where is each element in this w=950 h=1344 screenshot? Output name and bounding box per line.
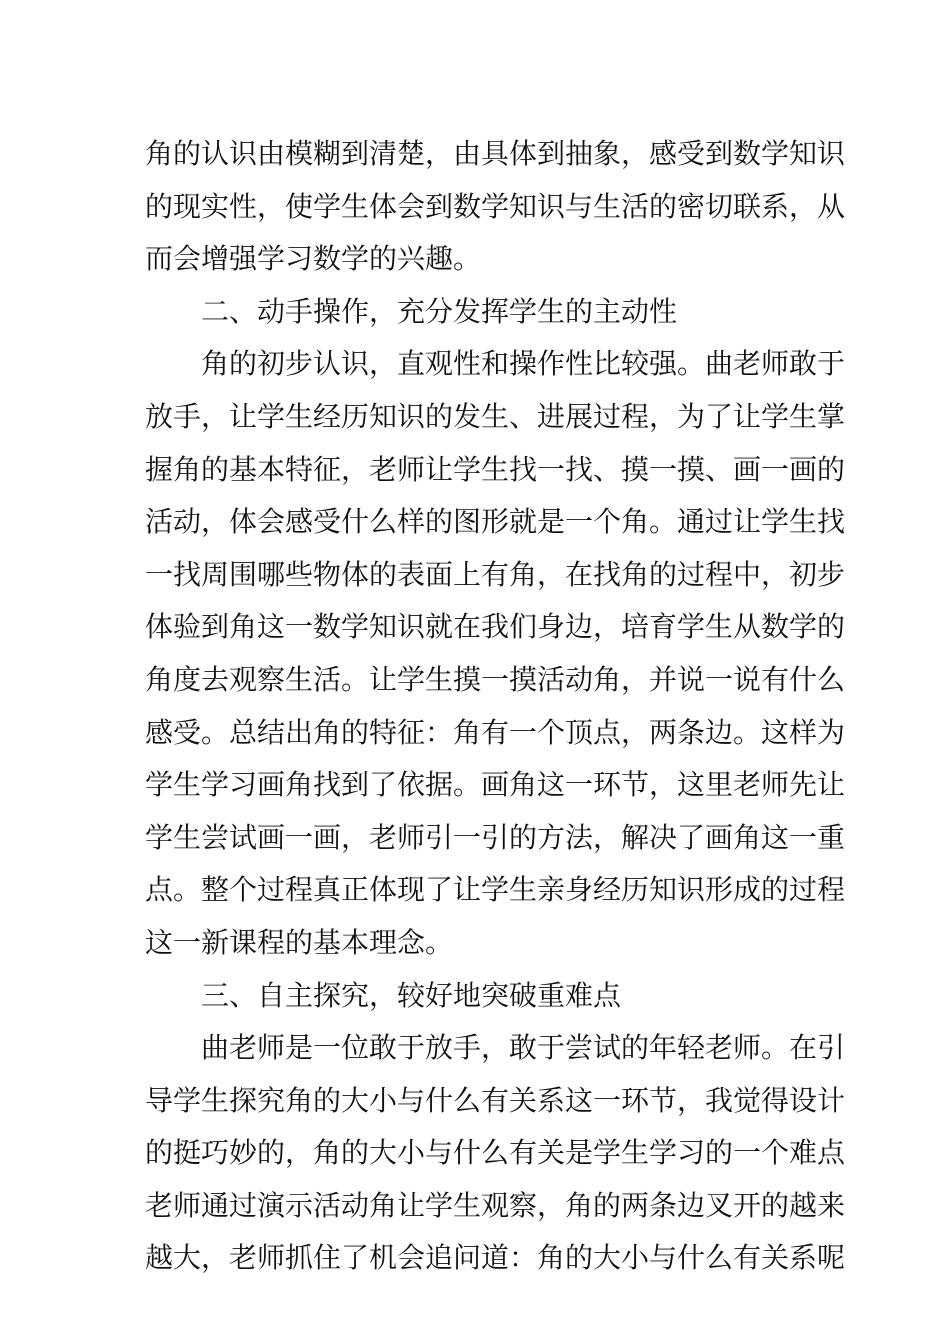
text-line: 的挺巧妙的，角的大小与什么有关是学生学习的一个难点: [145, 1136, 846, 1170]
section-heading: 二、动手操作，充分发挥学生的主动性: [201, 294, 678, 328]
text-line: 曲老师是一位敢于放手，敢于尝试的年轻老师。在引: [201, 1031, 846, 1065]
text-line: 而会增强学习数学的兴趣。: [145, 242, 482, 276]
text-line: 学生尝试画一画，老师引一引的方法，解决了画角这一重: [145, 820, 846, 854]
text-line: 这一新课程的基本理念。: [145, 925, 454, 959]
text-line: 学生学习画角找到了依据。画角这一环节，这里老师先让: [145, 768, 846, 802]
text-line: 体验到角这一数学知识就在我们身边，培育学生从数学的: [145, 610, 846, 644]
text-line: 放手，让学生经历知识的发生、进展过程，为了让学生掌: [145, 399, 846, 433]
text-line: 感受。总结出角的特征：角有一个顶点，两条边。这样为: [145, 715, 846, 749]
text-line: 握角的基本特征，老师让学生找一找、摸一摸、画一画的: [145, 452, 846, 486]
text-line: 角的认识由模糊到清楚，由具体到抽象，感受到数学知识: [145, 137, 846, 170]
text-line: 越大，老师抓住了机会追问道：角的大小与什么有关系呢: [145, 1241, 846, 1275]
text-line: 角度去观察生活。让学生摸一摸活动角，并说一说有什么: [145, 662, 846, 696]
document-page: [145, 128, 846, 1285]
text-line: 老师通过演示活动角让学生观察，角的两条边叉开的越来: [145, 1188, 846, 1222]
text-line: 导学生探究角的大小与什么有关系这一环节，我觉得设计: [145, 1083, 846, 1117]
text-line: 角的初步认识，直观性和操作性比较强。曲老师敢于: [201, 347, 846, 381]
section-heading: 三、自主探究，较好地突破重难点: [201, 978, 622, 1012]
text-line: 活动，体会感受什么样的图形就是一个角。通过让学生找: [145, 505, 846, 539]
text-line: 一找周围哪些物体的表面上有角，在找角的过程中，初步: [145, 557, 846, 591]
text-line: 的现实性，使学生体会到数学知识与生活的密切联系，从: [145, 189, 846, 223]
text-line: 点。整个过程真正体现了让学生亲身经历知识形成的过程: [145, 873, 846, 907]
